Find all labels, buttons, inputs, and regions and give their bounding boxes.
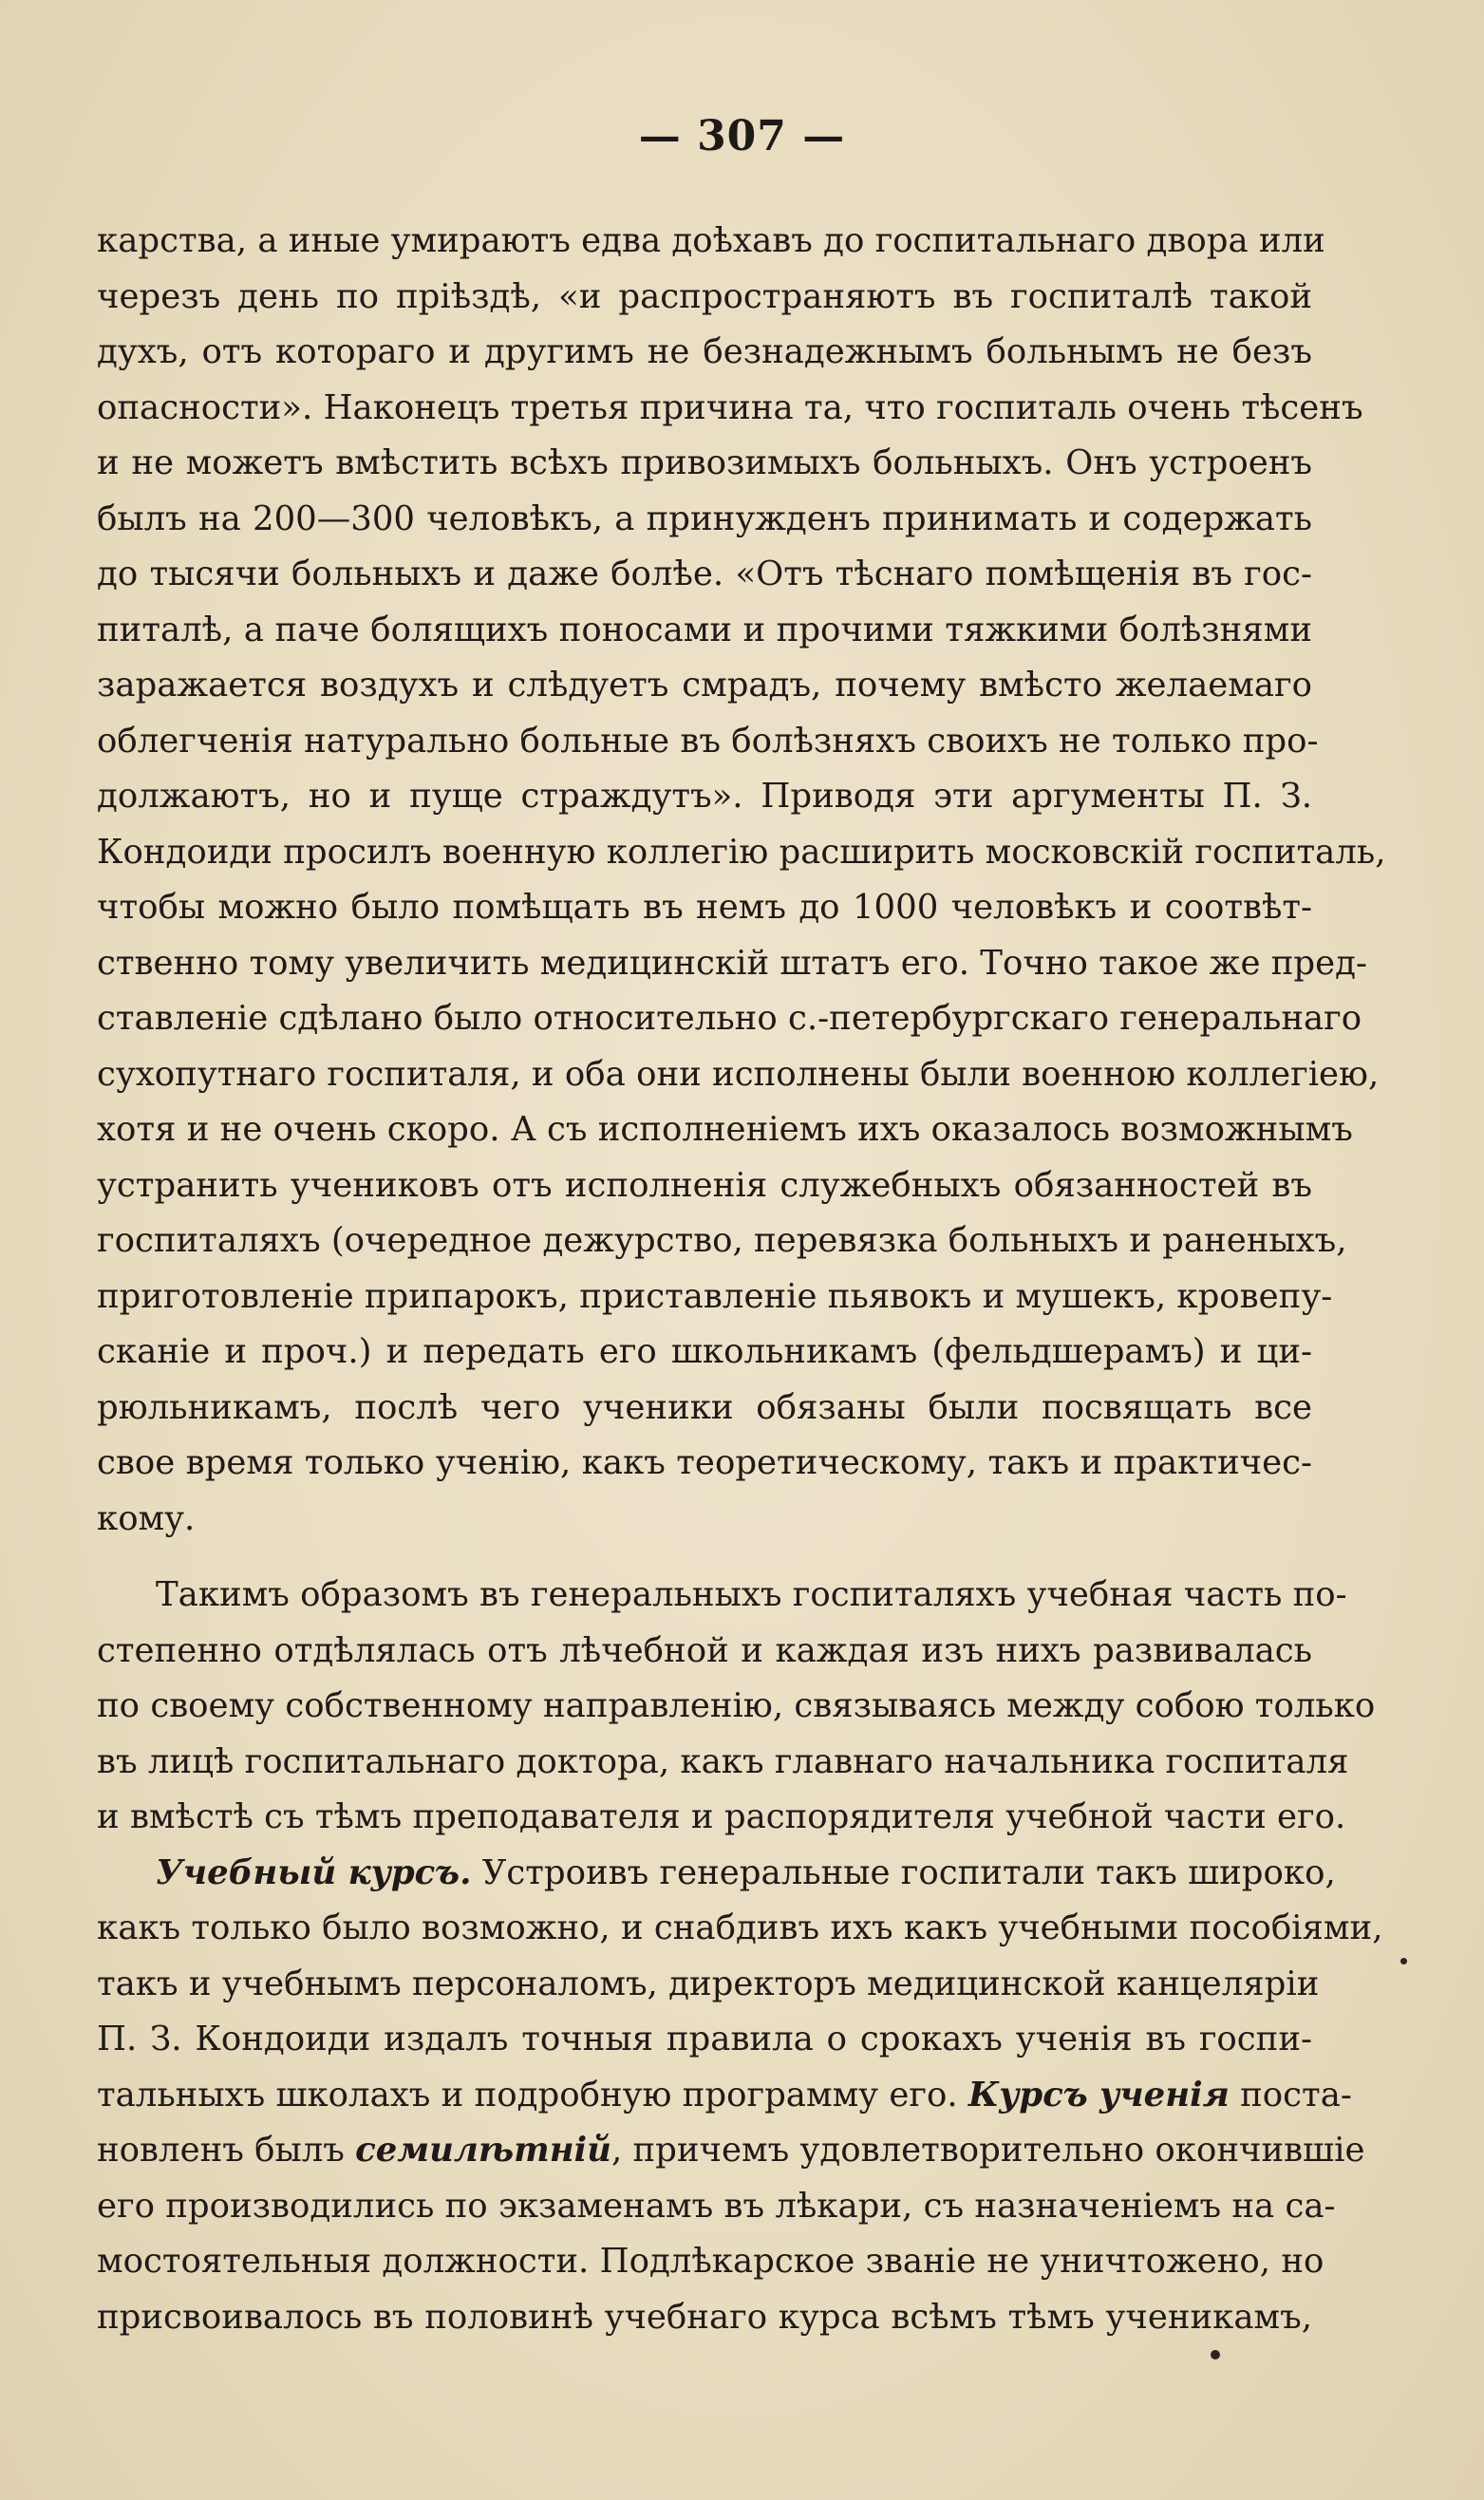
paragraph-1 <box>97 214 1386 1547</box>
text-line: до тысячи больныхъ и даже болѣе. «Отъ тѣснаго помѣщенія въ гос- <box>97 555 1312 593</box>
text-line: былъ на 200—300 человѣкъ, а принужденъ принимать и содержать <box>97 498 1312 538</box>
text-span: поста- <box>1229 2075 1352 2115</box>
text-line: его производились по экзаменамъ въ лѣкари, съ назначеніемъ на са- <box>97 2186 1336 2226</box>
text-line: чтобы можно было помѣщать въ немъ до 1000 человѣкъ и соотвѣт- <box>97 888 1312 927</box>
text-line: по своему собственному направленію, связываясь между собою только <box>97 1686 1376 1725</box>
text-span: тальныхъ школахъ и подробную программу его. <box>97 2075 968 2115</box>
text-line: опасности». Наконецъ третья причина та, что госпиталь очень тѣсенъ <box>97 387 1363 427</box>
text-line: госпиталяхъ (очередное дежурство, перевязка больныхъ и раненыхъ, <box>97 1221 1347 1260</box>
paragraph-2 <box>97 1568 1376 1846</box>
text-line: должаютъ, но и пуще страждутъ». Приводя эти аргументы П. З. <box>97 777 1312 816</box>
text-line: сухопутнаго госпиталя, и оба они исполнены были военною коллегіею, <box>97 1054 1380 1094</box>
text-line: и вмѣстѣ съ тѣмъ преподавателя и распорядителя учебной части его. <box>97 1797 1346 1836</box>
text-line <box>97 1846 1336 1902</box>
text-line: свое время только ученію, какъ теоретическому, такъ и практичес- <box>97 1443 1312 1482</box>
text-line <box>97 2123 1365 2179</box>
text-line: питалѣ, а паче болящихъ поносами и прочими тяжкими болѣзнями <box>97 610 1312 649</box>
paragraph-gap <box>97 1547 1312 1568</box>
text-line: и не можетъ вмѣстить всѣхъ привозимыхъ больныхъ. Онъ устроенъ <box>97 443 1312 482</box>
text-line: устранить учениковъ отъ исполненія служебныхъ обязанностей въ <box>97 1165 1312 1205</box>
emphasis-text: Курсъ ученія <box>967 2075 1230 2115</box>
text-line: ственно тому увеличить медицинскій штатъ его. Точно такое же пред- <box>97 943 1367 983</box>
text-line: присвоивалось въ половинѣ учебнаго курса всѣмъ тѣмъ ученикамъ, <box>97 2297 1312 2337</box>
text-line: духъ, отъ котораго и другимъ не безнадежнымъ больнымъ не безъ <box>97 332 1312 371</box>
text-line: мостоятельныя должности. Подлѣкарское званіе не уничтожено, но <box>97 2242 1324 2281</box>
text-line: рюльникамъ, послѣ чего ученики обязаны были посвящать все <box>97 1387 1312 1427</box>
text-span: , причемъ удовлетворительно окончившіе <box>611 2131 1365 2170</box>
text-line: облегченія натурально больные въ болѣзняхъ своихъ не только про- <box>97 721 1319 761</box>
text-line: степенно отдѣлялась отъ лѣчебной и каждая изъ нихъ развивалась <box>97 1630 1312 1670</box>
text-line: кому. <box>97 1498 196 1538</box>
text-line: сканіе и проч.) и передать его школьникамъ (фельдшерамъ) и ци- <box>97 1332 1312 1371</box>
text-line: Кондоиди просилъ военную коллегію расширить московскій госпиталь, <box>97 832 1386 872</box>
page-number: — 307 — <box>638 112 846 160</box>
text-line: хотя и не очень скоро. А съ исполненіемъ ихъ оказалось возможнымъ <box>97 1110 1353 1149</box>
text-line: приготовленіе припарокъ, приставленіе пьявокъ и мушекъ, кровепу- <box>97 1276 1333 1316</box>
text-line: П. З. Кондоиди издалъ точныя правила о срокахъ ученія въ госпи- <box>97 2020 1312 2058</box>
ink-speck <box>1211 2350 1220 2359</box>
paragraph-3 <box>97 1846 1383 2346</box>
ink-speck <box>1400 1958 1407 1964</box>
text-line: Такимъ образомъ въ генеральныхъ госпиталяхъ учебная часть по- <box>156 1575 1347 1614</box>
text-block <box>97 214 1386 2345</box>
text-span: новленъ былъ <box>97 2131 356 2170</box>
text-line: карства, а иные умираютъ едва доѣхавъ до госпитальнаго двора или <box>97 221 1325 260</box>
text-line: черезъ день по пріѣздѣ, «и распространяютъ въ госпиталѣ такой <box>97 276 1312 316</box>
text-line: заражается воздухъ и слѣдуетъ смрадъ, почему вмѣсто желаемаго <box>97 666 1312 705</box>
emphasis-text: семилѣтній <box>355 2131 611 2170</box>
text-line: въ лицѣ госпитальнаго доктора, какъ главнаго начальника госпиталя <box>97 1741 1349 1781</box>
text-line: такъ и учебнымъ персоналомъ, директоръ медицинской канцеляріи <box>97 1964 1320 2003</box>
text-line: ставленіе сдѣлано было относительно с.-петербургскаго генеральнаго <box>97 999 1362 1038</box>
text-line: какъ только было возможно, и снабдивъ ихъ какъ учебными пособіями, <box>97 1908 1383 1947</box>
section-heading: Учебный курсъ. <box>156 1852 472 1892</box>
text-span: Устроивъ генеральные госпитали такъ широко, <box>471 1852 1336 1892</box>
text-line <box>97 2068 1352 2124</box>
